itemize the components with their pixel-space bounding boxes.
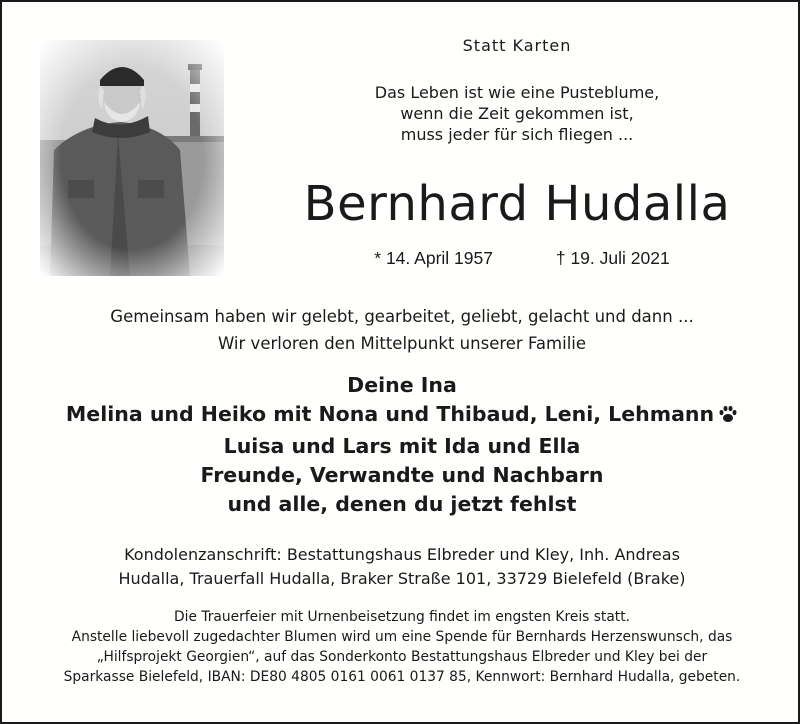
poem-line: muss jeder für sich fliegen ... xyxy=(400,125,634,144)
mourners-list xyxy=(22,371,782,519)
paw-print-icon xyxy=(718,403,738,432)
tagline-line: Gemeinsam haben wir gelebt, gearbeitet, geliebt, gelacht und dann ... xyxy=(110,307,694,326)
mourner-line: Deine Ina xyxy=(347,373,457,397)
info-line: Sparkasse Bielefeld, IBAN: DE80 4805 0161 0061 0137 85, Kennwort: Bernhard Hudalla, gebeten. xyxy=(63,669,741,685)
poem-line: Das Leben ist wie eine Pusteblume, xyxy=(374,83,660,102)
mourner-line: und alle, denen du jetzt fehlst xyxy=(227,492,577,516)
life-dates xyxy=(322,248,722,269)
poem xyxy=(332,82,702,145)
mourner-line: Freunde, Verwandte und Nachbarn xyxy=(200,463,604,487)
deceased-name: Bernhard Hudalla xyxy=(303,176,731,232)
tagline xyxy=(22,303,782,357)
tagline-line: Wir verloren den Mittelpunkt unserer Familie xyxy=(217,334,587,353)
death-date: † 19. Juli 2021 xyxy=(555,248,670,268)
info-line: „Hilfsprojekt Georgien“, auf das Sonderkonto Bestattungshaus Elbreder und Kley bei der xyxy=(96,649,708,665)
condolence-address xyxy=(22,543,782,591)
poem-line: wenn die Zeit gekommen ist, xyxy=(400,104,634,123)
mourner-line: Luisa und Lars mit Ida und Ella xyxy=(223,434,581,458)
funeral-info xyxy=(12,607,792,687)
mourner-line-with-paw xyxy=(22,400,782,432)
mourner-line: Melina und Heiko mit Nona und Thibaud, Leni, Lehmann xyxy=(65,402,715,426)
info-line: Die Trauerfeier mit Urnenbeisetzung findet im engsten Kreis statt. xyxy=(173,609,630,625)
address-line: Kondolenzanschrift: Bestattungshaus Elbreder und Kley, Inh. Andreas xyxy=(124,545,680,564)
statt-karten-heading: Statt Karten xyxy=(462,36,572,55)
info-line: Anstelle liebevoll zugedachter Blumen wird um eine Spende für Bernhards Herzenswunsch, das xyxy=(71,629,733,645)
portrait-photo xyxy=(40,40,224,276)
birth-date: * 14. April 1957 xyxy=(374,248,493,268)
address-line: Hudalla, Trauerfall Hudalla, Braker Straße 101, 33729 Bielefeld (Brake) xyxy=(118,569,686,588)
